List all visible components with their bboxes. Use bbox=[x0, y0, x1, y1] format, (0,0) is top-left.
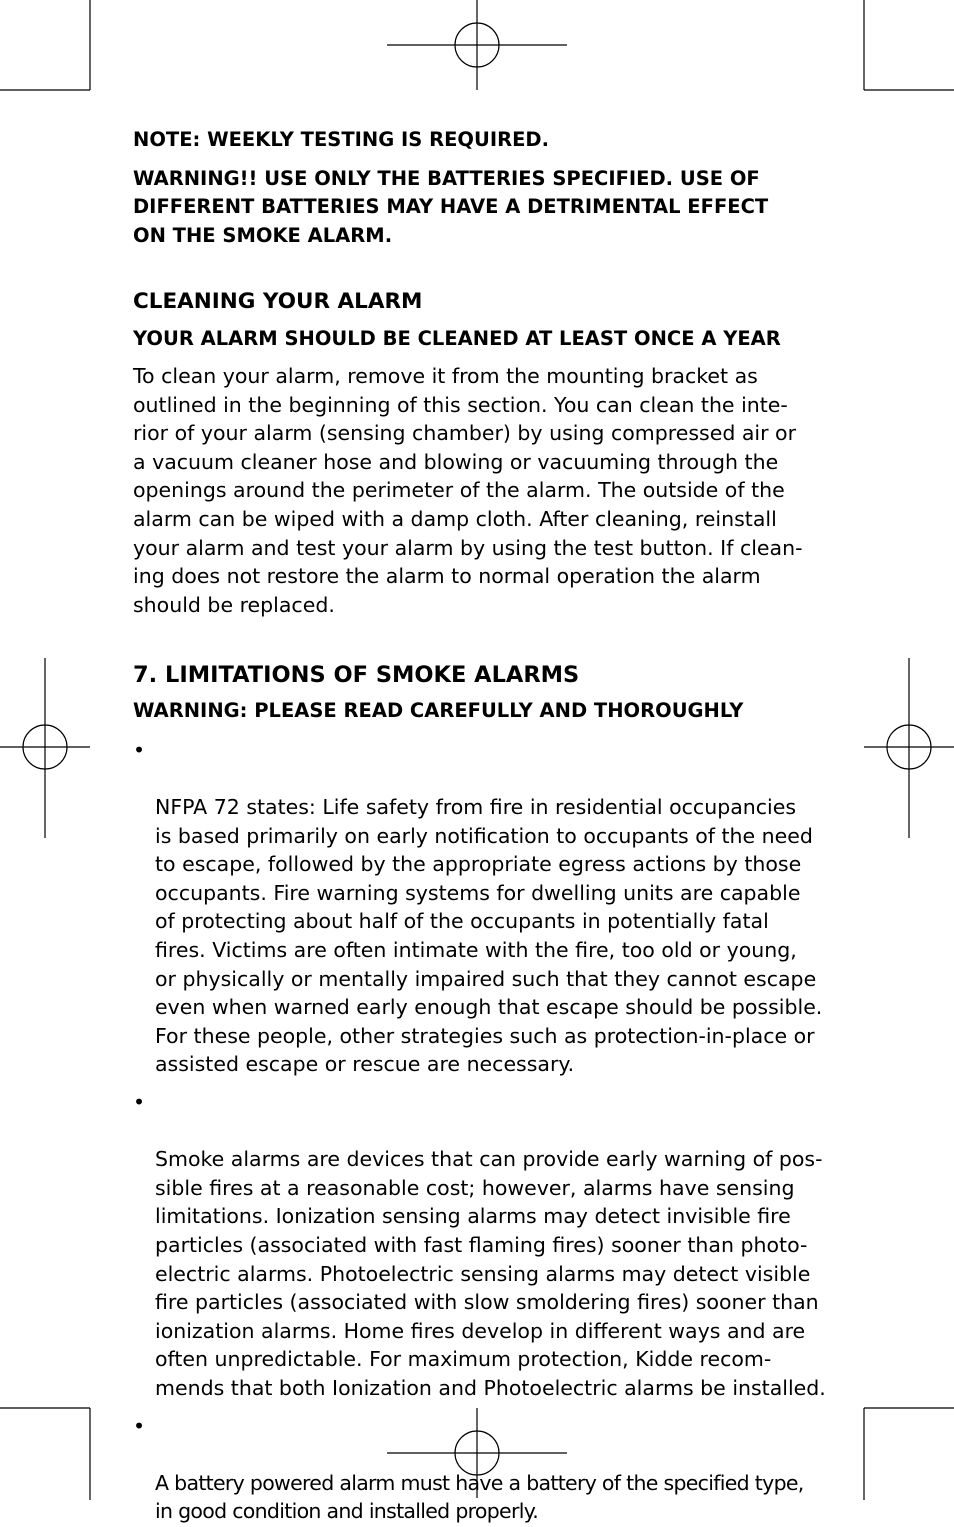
limitations-warning: WARNING: PLEASE READ CAREFULLY AND THOROUGHLY bbox=[133, 699, 744, 723]
registration-mark-right bbox=[864, 658, 954, 838]
bullet-icon: • bbox=[133, 1090, 146, 1115]
page-content bbox=[133, 126, 833, 1526]
bullet-icon: • bbox=[133, 737, 146, 762]
bullet-icon: • bbox=[133, 1413, 145, 1438]
bullet-item-nfpa bbox=[133, 736, 833, 1079]
registration-mark-top bbox=[387, 0, 567, 90]
weekly-testing-note: NOTE: WEEKLY TESTING IS REQUIRED. bbox=[133, 128, 550, 151]
limitations-heading: 7. LIMITATIONS OF SMOKE ALARMS bbox=[133, 662, 580, 689]
bullet-text: A battery powered alarm must have a battery of the specified type, in good condition and installed properly. bbox=[155, 1470, 804, 1524]
cleaning-subheading: YOUR ALARM SHOULD BE CLEANED AT LEAST ONCE A YEAR bbox=[133, 327, 781, 351]
bullet-item-battery bbox=[133, 1412, 833, 1526]
bullet-text: Smoke alarms are devices that can provide early warning of pos- sible fires at a reasonable cost; however, alarms have sensing limitations. Ionization sensing alarms may detect invisible fire particles (associated with fast flaming fires) sooner than photo- electric alarms. Photoelectric sensing alarms may detect visible fire particles (associated with slow smoldering fires) sooner than ionization alarms. Home fires develop in different ways and are often unpredictable. For maximum protection, Kidde recom- mends that both Ionization and Photoelectric alarms be installed. bbox=[155, 1147, 826, 1400]
bullet-item-sensing bbox=[133, 1088, 833, 1403]
cleaning-heading: CLEANING YOUR ALARM bbox=[133, 289, 423, 315]
cleaning-body: To clean your alarm, remove it from the mounting bracket as outlined in the beginning of this section. You can clean the inte- rior of your alarm (sensing chamber) by using compressed air or a vacuum cleaner hose and blowing or vacuuming through the openings around the perimeter of the alarm. The outside of the alarm can be wiped with a damp cloth. After cleaning, reinstall your alarm and test your alarm by using the test button. If clean- ing does not restore the alarm to normal operation the alarm should be replaced. bbox=[133, 363, 803, 617]
registration-mark-left bbox=[0, 658, 90, 838]
bullet-text: NFPA 72 states: Life safety from fire in residential occupancies is based primarily on early notification to occupants of the need to escape, followed by the appropriate egress actions by those occupants. Fire warning systems for dwelling units are capable of protecting about half of the occupants in potentially fatal fires. Victims are often intimate with the fire, too old or young, or physically or mentally impaired such that they cannot escape even when warned early enough that escape should be possible. For these people, other strategies such as protection-in-place or assisted escape or rescue are necessary. bbox=[155, 795, 823, 1077]
battery-warning: WARNING!! USE ONLY THE BATTERIES SPECIFIED. USE OF DIFFERENT BATTERIES MAY HAVE A DETRIMENTAL EFFECT ON THE SMOKE ALARM. bbox=[133, 166, 769, 247]
